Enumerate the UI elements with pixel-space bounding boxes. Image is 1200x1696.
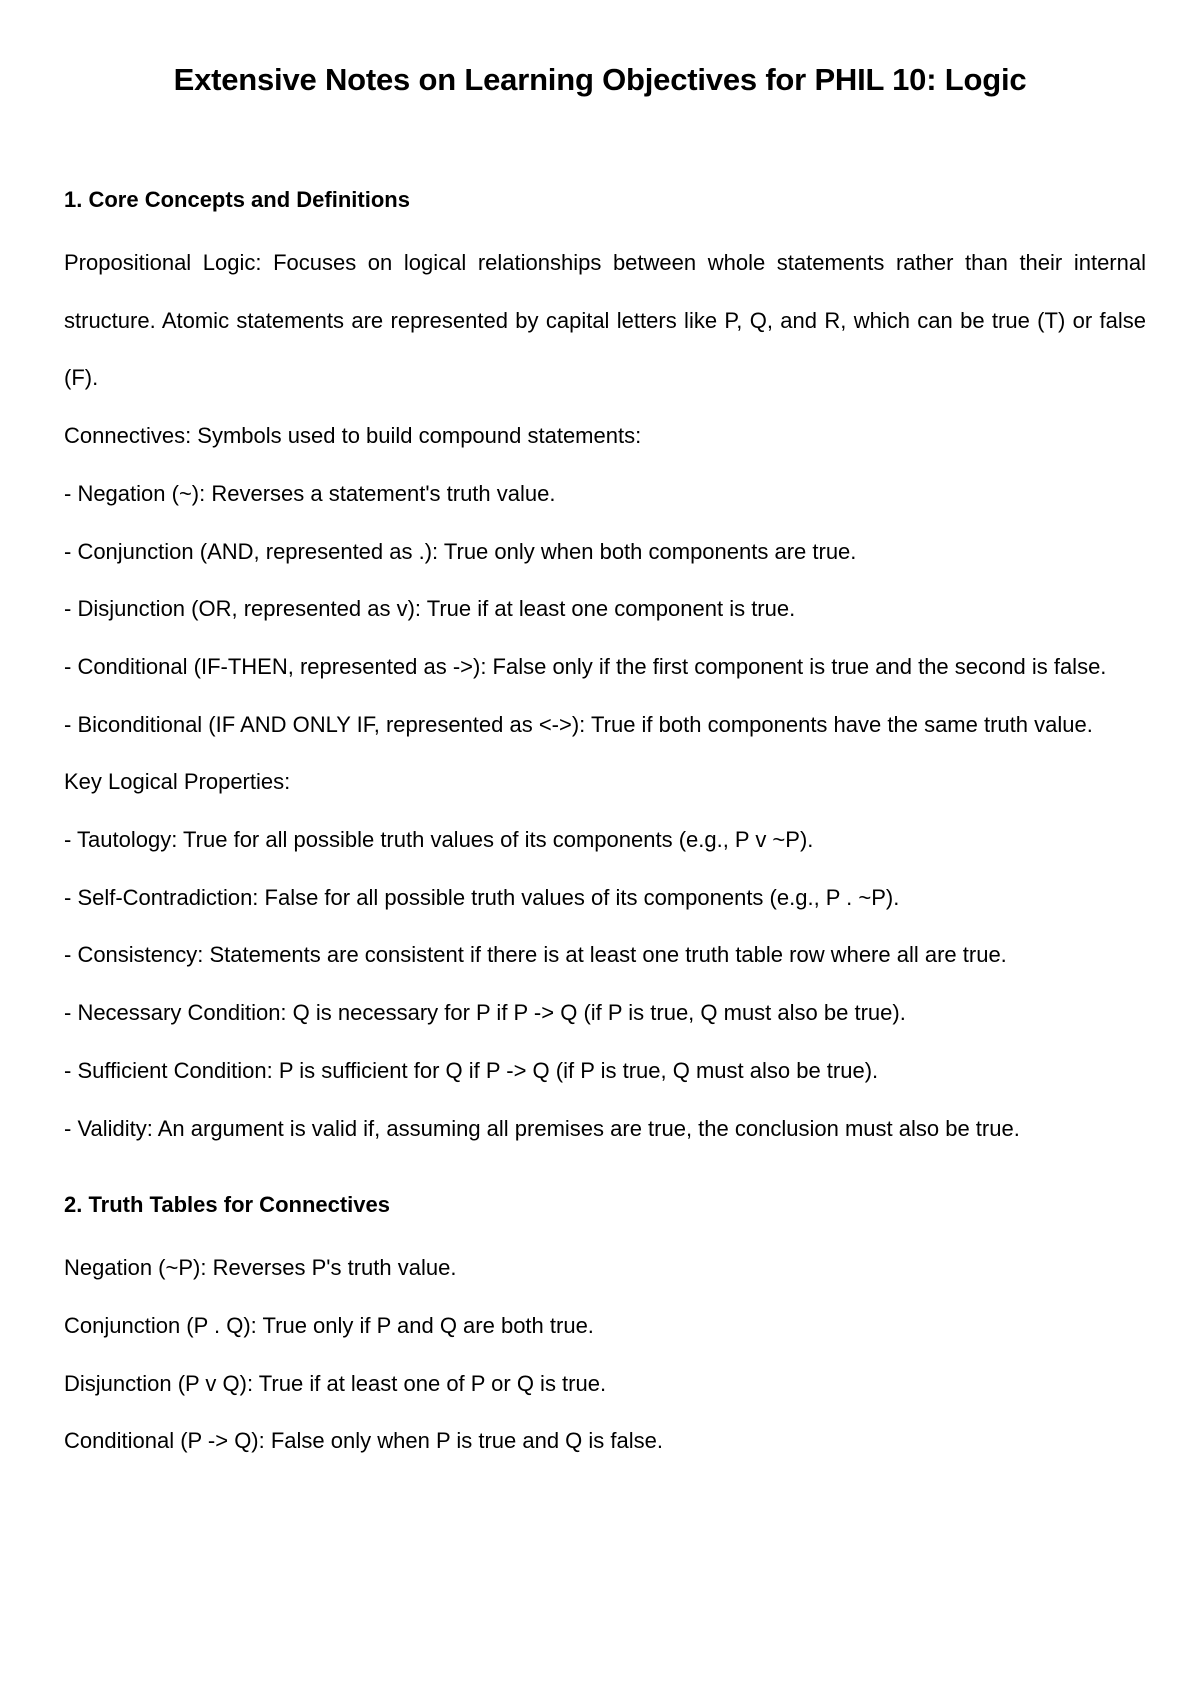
connective-item-conditional: - Conditional (IF-THEN, represented as ->): False only if the first component is true and the second is false.	[64, 653, 1107, 679]
properties-label: Key Logical Properties:	[64, 769, 291, 795]
connective-item-biconditional: - Biconditional (IF AND ONLY IF, represented as <->): True if both components have the same truth value.	[64, 711, 1093, 737]
section-truth-tables	[64, 1185, 1146, 1470]
property-item-tautology: - Tautology: True for all possible truth values of its components (e.g., P v ~P).	[64, 827, 814, 853]
property-item-self-contradiction: - Self-Contradiction: False for all possible truth values of its components (e.g., P . ~P).	[64, 884, 900, 910]
connective-item-conjunction: - Conjunction (AND, represented as .): True only when both components are true.	[64, 538, 857, 564]
truth-table-item-disjunction: Disjunction (P v Q): True if at least one of P or Q is true.	[64, 1370, 607, 1396]
property-item-validity: - Validity: An argument is valid if, assuming all premises are true, the conclusion must also be true.	[64, 1115, 1020, 1141]
truth-table-item-conjunction: Conjunction (P . Q): True only if P and Q are both true.	[64, 1312, 594, 1338]
truth-table-item-negation: Negation (~P): Reverses P's truth value.	[64, 1255, 457, 1281]
section-heading: 1. Core Concepts and Definitions	[64, 187, 410, 212]
document-body	[64, 180, 1146, 1470]
truth-table-item-conditional: Conditional (P -> Q): False only when P is true and Q is false.	[64, 1428, 663, 1454]
connective-item-negation: - Negation (~): Reverses a statement's truth value.	[64, 480, 556, 506]
document-title: Extensive Notes on Learning Objectives for PHIL 10: Logic	[173, 62, 1027, 97]
property-item-sufficient-condition: - Sufficient Condition: P is sufficient for Q if P -> Q (if P is true, Q must also be true).	[64, 1057, 879, 1083]
property-item-necessary-condition: - Necessary Condition: Q is necessary for P if P -> Q (if P is true, Q must also be true).	[64, 1000, 906, 1026]
connectives-label: Connectives: Symbols used to build compound statements:	[64, 423, 642, 449]
section-core-concepts	[64, 180, 1146, 1157]
propositional-logic-paragraph: Propositional Logic: Focuses on logical relationships between whole statements rather than their internal structure. Atomic statements are represented by capital letters like P, Q, and R, which can be true (T) or false (F).	[64, 250, 1146, 391]
property-item-consistency: - Consistency: Statements are consistent if there is at least one truth table row where all are true.	[64, 942, 1007, 968]
section-heading: 2. Truth Tables for Connectives	[64, 1192, 390, 1218]
connective-item-disjunction: - Disjunction (OR, represented as v): True if at least one component is true.	[64, 596, 796, 622]
